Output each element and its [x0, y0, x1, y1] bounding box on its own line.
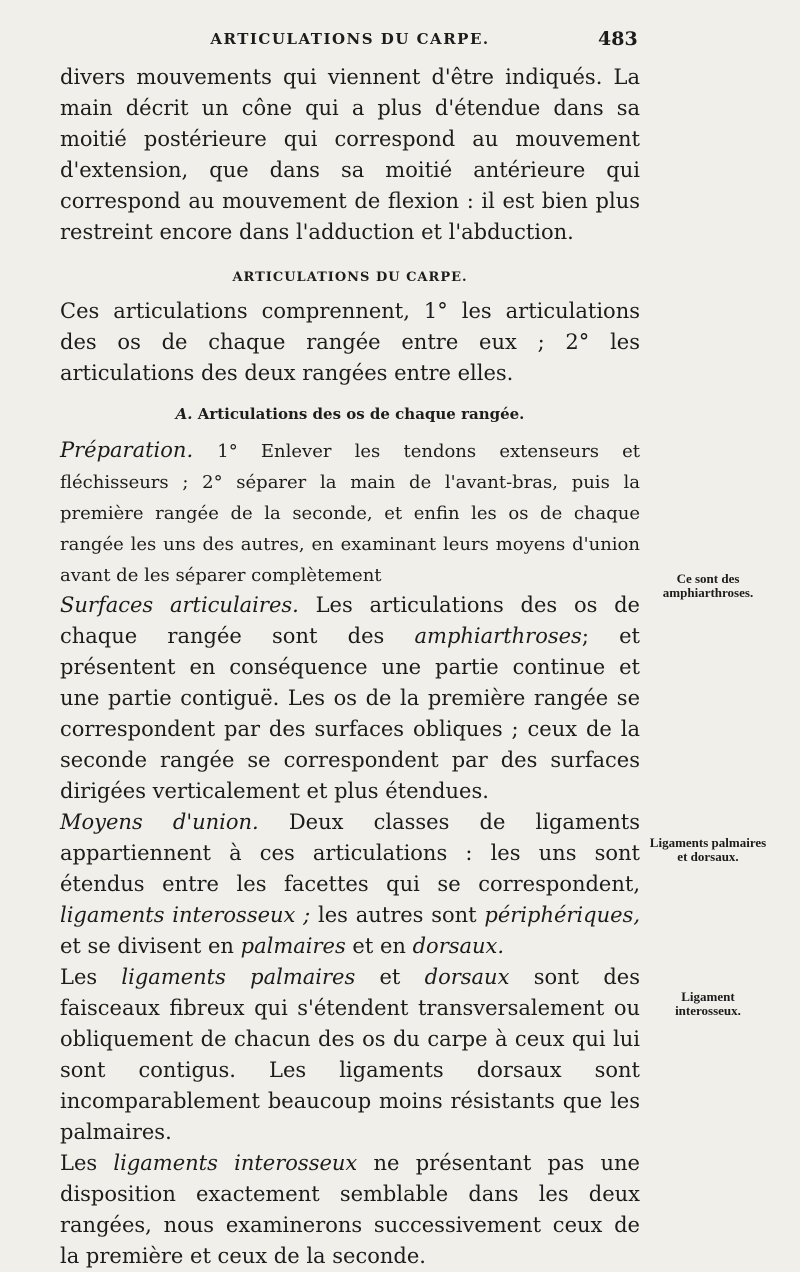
moyens-emphasis-2: périphériques, — [484, 903, 640, 927]
moyens-text-a: Deux classes de ligaments appartiennent à ces articulations : les uns sont étendus entre les facettes qui se correspondent, — [60, 810, 640, 896]
margin-note-ligament-interosseux: Ligament interosseux. — [675, 989, 741, 1018]
interosseux-text-a: Les — [60, 1151, 98, 1175]
surfaces-text-b: ; et présentent en conséquence une partie continue et une partie contiguë. Les os de la première rangée se correspondent par des surfaces obliques ; ceux de la seconde rangée se correspondent par des surfaces dirigées verticalement et plus étendues. — [60, 624, 640, 803]
paragraph-1: divers mouvements qui viennent d'être indiqués. La main décrit un cône qui a plus d'étendue dans sa moitié postérieure qui correspond au mouvement d'extension, que dans sa moitié antérieure qui correspond au mouvement de flexion : il est bien plus restreint encore dans l'adduction et l'abduction. — [60, 65, 640, 244]
moyens-emphasis-4: dorsaux. — [412, 934, 505, 958]
margin-note-ligaments-palmaires: Ligaments palmaires et dorsaux. — [649, 835, 767, 864]
moyens-text-b: les autres sont — [318, 903, 477, 927]
margin-note-amphiarthroses: Ce sont des amphiarthroses. — [662, 571, 754, 600]
subsection-label: Articulations des os de chaque rangée. — [197, 405, 525, 423]
section-title: ARTICULATIONS DU CARPE. — [232, 270, 468, 285]
palmaires-text-b: et — [379, 965, 401, 989]
surfaces-text-a: Les articulations des os de chaque rangée sont des — [60, 593, 640, 648]
paragraph-palmaires — [60, 962, 640, 1148]
palmaires-emphasis-1: ligaments palmaires — [121, 965, 356, 989]
moyens-emphasis-3: palmaires — [240, 934, 346, 958]
page-number: 483 — [598, 28, 638, 50]
preparation-label: Préparation. — [60, 438, 194, 462]
surfaces-label: Surfaces articulaires. — [60, 593, 299, 617]
moyens-emphasis-1: ligaments interosseux ; — [60, 903, 311, 927]
interosseux-emphasis: ligaments interosseux — [113, 1151, 358, 1175]
surfaces-emphasis: amphiarthroses — [414, 624, 582, 648]
paragraph-2: Ces articulations comprennent, 1° les articulations des os de chaque rangée entre eux ; 2° les articulations des deux rangées entre elles. — [60, 299, 640, 385]
paragraph-moyens — [60, 807, 640, 962]
subsection-number: A. — [175, 405, 193, 423]
preparation-text: 1° Enlever les tendons extenseurs et fléchisseurs ; 2° séparer la main de l'avant-bras, puis la première rangée de la seconde, et enfin les os de chaque rangée les uns des autres, en examinant leurs moyens d'union avant de les séparer complètement — [60, 441, 640, 586]
moyens-text-d: et en — [352, 934, 406, 958]
moyens-text-c: et se divisent en — [60, 934, 234, 958]
moyens-label: Moyens d'union. — [60, 810, 259, 834]
subsection-title — [60, 401, 640, 427]
interosseux-text-b: ne présentant pas une disposition exactement semblable dans les deux rangées, nous examinerons successivement ceux de la première et ceux de la seconde. — [60, 1151, 640, 1268]
paragraph-interosseux — [60, 1148, 640, 1272]
paragraph-surfaces — [60, 590, 640, 807]
palmaires-emphasis-2: dorsaux — [424, 965, 510, 989]
palmaires-text-c: sont des faisceaux fibreux qui s'étendent transversalement ou obliquement de chacun des os du carpe à ceux qui lui sont contigus. Les ligaments dorsaux sont incomparablement beaucoup moins résistants que les palmaires. — [60, 965, 640, 1144]
body-text — [60, 62, 640, 1272]
running-head: ARTICULATIONS DU CARPE. — [210, 30, 490, 48]
palmaires-text-a: Les — [60, 965, 98, 989]
preparation-paragraph — [60, 435, 640, 590]
